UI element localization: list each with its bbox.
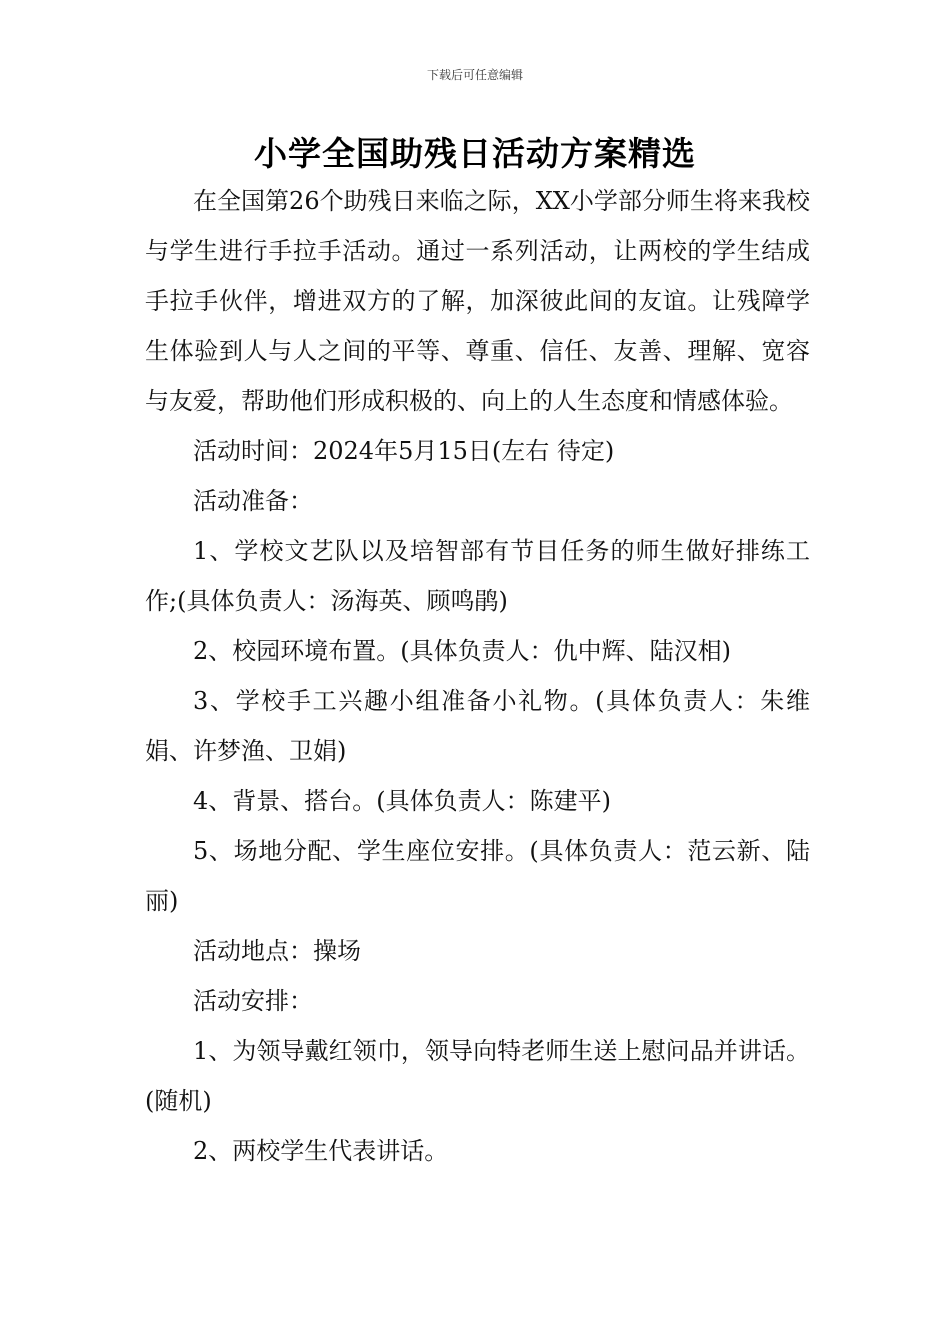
paragraph-arrangement-heading: 活动安排： [193,987,313,1015]
paragraph-preparation-item: 3、学校手工兴趣小组准备小礼物。(具体负责人：朱维娟、许梦渔、卫娟) [145,687,810,765]
paragraph-preparation-item: 4、背景、搭台。(具体负责人：陈建平) [193,787,611,815]
document-title: 小学全国助残日活动方案精选 [254,134,696,173]
document-body [145,176,810,1176]
header-note: 下载后可任意编辑 [426,68,523,82]
paragraph-preparation-item: 5、场地分配、学生座位安排。(具体负责人：范云新、陆丽) [145,837,810,915]
paragraph-arrangement-item: 2、两校学生代表讲话。 [193,1137,449,1165]
paragraph-intro: 在全国第26个助残日来临之际，XX小学部分师生将来我校与学生进行手拉手活动。通过一系列活动，让两校的学生结成手拉手伙伴，增进双方的了解，加深彼此间的友谊。让残障学生体验到人与人之间的平等、尊重、信任、友善、理解、宽容与友爱，帮助他们形成积极的、向上的人生态度和情感体验。 [145,187,810,415]
paragraph-activity-time: 活动时间：2024年5月15日(左右 待定) [193,437,615,465]
paragraph-preparation-heading: 活动准备： [193,487,313,515]
paragraph-preparation-item: 2、校园环境布置。(具体负责人：仇中辉、陆汉相) [193,637,731,665]
paragraph-preparation-item: 1、学校文艺队以及培智部有节目任务的师生做好排练工作;(具体负责人：汤海英、顾鸣鹃) [145,537,810,615]
paragraph-activity-location: 活动地点：操场 [193,937,361,965]
paragraph-arrangement-item: 1、为领导戴红领巾，领导向特老师生送上慰问品并讲话。(随机) [145,1037,810,1115]
